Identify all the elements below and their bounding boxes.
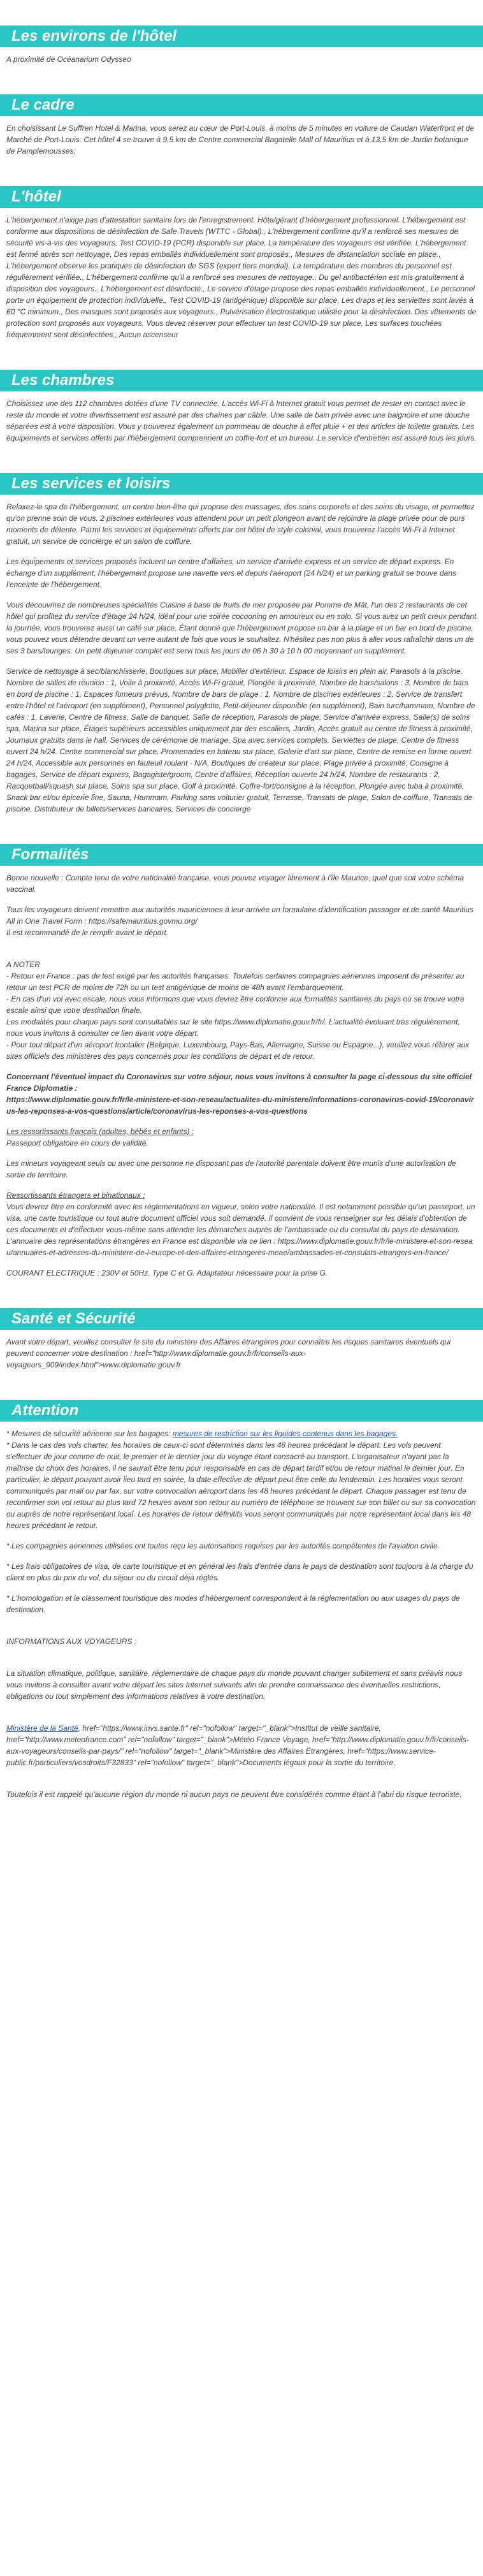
section-formalites (0, 834, 483, 1298)
attention-paragraph: * L'homologation et le classement touristique des modes d'hébergement correspondent à la réglementation ou aux usages du pays de destination. (6, 1594, 460, 1614)
info-text: La situation climatique, politique, sanitaire, réglementaire de chaque pays du monde pouvant changer subitement et sans préavis nous vous invitons à consulter avant votre départ les sites Internet suivants afin de prendre connaissance des éventuelles restrictions, obligations ou tout simplement des informations relatives à votre destination. (6, 1669, 463, 1701)
section-services (0, 463, 483, 834)
services-paragraph: Relaxez-le spa de l'hébergement, un centre bien-être qui propose des massages, des soins corporels et des soins du visage, et permettez qu'on prenne soin de vous. 2 piscines extérieures vous attendent pour un petit plongeon avant de rejoindre la plage privée pour de purs moments de détente. Parmi les services et équipements offerts par cet hôtel de style colonial, vous trouverez l'accès Wi-Fi à Internet gratuit, un service de concierge et un salon de coiffure. (6, 502, 475, 546)
section-title-services: Les services et loisirs (0, 473, 483, 495)
note-label: A NOTER (6, 960, 40, 969)
section-title-environs: Les environs de l'hôtel (0, 25, 483, 47)
services-list: Service de nettoyage à sec/blanchisserie, Boutiques sur place, Mobilier d'extérieur, Espace de loisirs en plein air, Parasols à la piscine, Nombre de salles de réunion : 1, Voile à proximité, Accès Wi-Fi gratuit, Plongée à proximité, Nombre de bars/salons : 3, Nombre de bars en bord de piscine : 1, Espaces fumeurs prévus, Nombre de bars de plage : 1, Nombre de piscines extérieures : 2, Service de transfert entre l'hôtel et l'aéroport (en supplément), Personnel polyglotte, Petit-déjeuner disponible (en supplément), Bain turc/hammam, Nombre de cafés : 1, Laverie, Centre de fitness, Salle de banquet, Salle de réception, Parasols de plage, Service d'arrivée express, Salle(s) de soins spa, Marina sur place, Étages supérieurs accessibles uniquement par des escaliers, Jardin, Accès gratuit au centre de fitness à proximité, Journaux gratuits dans le hall, Services de cérémonie de mariage, Spa avec services complets, Serviettes de plage, Centre de fitness ouvert 24 h/24. Centre commercial sur place, Promenades en bateau sur place, Galerie d'art sur place, Centre de remise en forme ouvert 24 h/24, Accessible aux personnes en fauteuil roulant - N/A, Boutiques de créateur sur place, Plage privée à proximité, Consigne à bagages, Service de départ express, Bagagiste/groom, Centre d'affaires, Réception ouverte 24 h/24, Nombre de restaurants : 2, Racquetball/squash sur place, Soins spa sur place, Golf à proximité, Coffre-fort/consigne à la réception, Plongée avec tuba à proximité, Snack bar et/ou épicerie fine, Sauna, Hammam, Parking sans voiturier gratuit, Terrasse, Transats de plage, Salon de coiffure, Transats de piscine, Distributeur de billets/services bancaires, Services de concierge (6, 667, 475, 813)
baggage-link[interactable]: mesures de restriction sur les liquides contenus dans les bagages. (172, 1429, 398, 1438)
info-label: INFORMATIONS AUX VOYAGEURS : (6, 1637, 137, 1646)
section-title-formalites: Formalités (0, 844, 483, 866)
section-environs (0, 0, 483, 84)
section-title-hotel: L'hôtel (0, 186, 483, 208)
minors-text: Les mineurs voyageant seuls ou avec une personne ne disposant pas de l'autorité parentale doivent être munis d'une autorisation de sortie de territoire. (6, 1159, 456, 1179)
attention-paragraph: * Dans le cas des vols charter, les horaires de ceux-ci sont déterminés dans les 48 heures précédant le départ. Les vols peuvent s'effectuer de jour comme de nuit, le premier et le dernier jour du voyage étant consacré au transport. L'organisateur n'ayant pas la maîtrise du choix des horaires, il ne saurait être tenu pour responsable en cas de départ tardif et/ou de retour matinal le dernier jour. En particulier, le départ pouvant avoir lieu tard en soirée, la date effective de départ peut être celle du lendemain. Les horaires vous seront communiqués par mail ou par fax, sur votre convocation aéroport dans les 48 heures précédant le départ. Chaque passager est tenu de reconfirmer son vol retour au plus tard 72 heures avant son retour au numéro de téléphone se trouvant sur son billet ou sur sa convocation ou auprès de notre représentant local. Les horaires de retour définitifs vous seront communiqués par notre représentant local dans les 48 heures précédant le retour. (6, 1441, 476, 1530)
ministry-links-text: , href="https://www.invs.sante.fr" rel="nofollow" target="_blank">Institut de veille sanitaire, href="http://www.meteofrance.com" rel="nofollow" target="_blank">Météo France Voyage, href="http://www.diplomatie.gouv.fr/fr/conseils-aux-voyageurs/conseils-par-pays/" rel="nofollow" target="_blank">Ministère des Affaires Étrangères, href="https://www.service-public.fr/particuliers/vosdroits/F32833" rel="nofollow" target="_blank">Documents légaux pour la sortie du territoire. (6, 1724, 469, 1767)
covid-heading: Concernant l'éventuel impact du Coronavirus sur votre séjour, nous vous invitons à consulter la page ci-dessous du site officiel France Diplomatie : (6, 1072, 472, 1093)
note-line: - En cas d'un vol avec escale, nous vous informons que vous devrez être conforme aux formalités sanitaires du pays où se trouve votre escale ainsi que votre destination finale. (6, 994, 465, 1015)
attention-paragraph: * Les frais obligatoires de visa, de carte touristique et en général les frais d'entrée dans le pays de destination sont toujours à la charge du client en plus du prix du vol, du séjour ou du circuit déjà réglés. (6, 1562, 473, 1582)
formalites-intro: Bonne nouvelle : Compte tenu de votre nationalité française, vous pouvez voyager librement à l'île Maurice, quel que soit votre schéma vaccinal. (6, 873, 465, 894)
section-hotel (0, 176, 483, 360)
hotel-text: L'hébergement n'exige pas d'attestation sanitaire lors de l'enregistrement. Hôte/gérant d'hébergement professionnel. L'hébergement est conforme aux dispositions de désinfection de Safe Travels (WTTC - Global)., L'hébergement confirme qu'il a renforcé ses mesures de sécurité vis-à-vis des voyageurs, Test COVID-19 (PCR) disponible sur place, La température des voyageurs est vérifiée, L'hébergement est fermé après son nettoyage, Des repas emballés individuellement sont proposés., Mesures de distanciation sociale en place., L'hébergement observe les pratiques de désinfection de SGS (expert tiers mondial). La température des membres du personnel est régulièrement vérifiée., L'hébergement confirme qu'il a renforcé ses mesures de nettoyage., Du gel antibactérien est mis gratuitement à disposition des voyageurs., L'hébergement est désinfecté., Le service d'étage propose des repas emballés individuellement., Le personnel porte un équipement de protection individuelle., Test COVID-19 (antigénique) disponible sur place, Les draps et les serviettes sont lavés à 60 °C minimum., Des masques sont proposés aux voyageurs., Pulvérisation électrostatique utilisée pour la désinfection. Des vêtements de protection sont proposés aux voyageurs, Vous devez réserver pour effectuer un test COVID-19 sur place, Les surfaces touchées fréquemment sont désinfectées., Aucun ascenseur (6, 215, 477, 339)
attention-paragraph: * Les compagnies aériennes utilisées ont toutes reçu les autorisations requises par les autorités compétentes de l'aviation civile. (6, 1541, 440, 1550)
section-title-chambres: Les chambres (0, 370, 483, 391)
section-title-sante: Santé et Sécurité (0, 1308, 483, 1330)
covid-link[interactable]: https://www.diplomatie.gouv.fr/fr/le-ministere-et-son-reseau/actualites-du-ministere/informations-coronavirus-covid-19/coronavirus-les-reponses-a-vos-questions/article/coronavirus-les-reponses-a-vos-questions (6, 1095, 474, 1116)
french-nationals-text: Passeport obligatoire en cours de validité. (6, 1139, 148, 1147)
formalites-form: Tous les voyageurs doivent remettre aux autorités mauriciennes à leur arrivée un formulaire d'identification passager et de santé Mauritius All in One Travel Form : https://safemauritius.govmu.org/ (6, 905, 473, 926)
services-paragraph: Les équipements et services proposés incluent un centre d'affaires, un service d'arrivée express et un service de départ express. En échange d'un supplément, l'hébergement propose une navette vers et depuis l'aéroport (24 h/24) et un parking gratuit se trouve dans l'enceinte de l'hébergement. (6, 557, 456, 589)
section-title-attention: Attention (0, 1400, 483, 1422)
note-line: - Pour tout départ d'un aéroport frontalier (Belgique, Luxembourg, Pays-Bas, Allemagne, Suisse ou Espagne...), veuillez vous référer aux sites officiels des ministères des pays concernés pour les conditions de départ et de retour. (6, 1040, 470, 1061)
note-line: - Retour en France : pas de test exigé par les autorités françaises. Toutefois certaines compagnies aériennes imposent de présenter au retour un test PCR de moins de 72h ou un test antigénique de moins de 48h avant l'embarquement. (6, 971, 465, 992)
services-paragraph: Vous découvrirez de nombreuses spécialités Cuisine à base de fruits de mer proposée par Pomme de Mât, l'un des 2 restaurants de cet hôtel qui profitez du service d'étage 24 h/24, idéal pour une soirée cocooning en amoureux ou en solo. Si vous avez un petit creux pendant la journée, vous trouverez aussi un café sur place. Étant donné que l'hébergement propose un bar à la plage et un bar en bord de piscine, vous pouvez vous détendre devant un verre autant de fois que vous le souhaitez. N'hésitez pas non plus à aller vous rafraîchir dans un de ses 3 bars/lounges. Un petit déjeuner complet est servi tous les jours de 06 h 30 à 10 h 00 moyennant un supplément. (6, 600, 477, 655)
ministry-link[interactable]: Ministère de la Santé (6, 1724, 78, 1733)
formalites-form-note: Il est recommandé de le remplir avant le départ. (6, 928, 169, 937)
baggage-rules (0, 1428, 483, 1439)
section-sante (0, 1298, 483, 1390)
electric-text: COURANT ELECTRIQUE : 230V et 50Hz. Type C et G. Adaptateur nécessaire pour la prise G. (6, 1269, 328, 1277)
section-chambres (0, 360, 483, 463)
section-cadre (0, 84, 483, 176)
french-nationals-heading: Les ressortissants français (adultes, bébés et enfants) : (6, 1127, 194, 1136)
cadre-text: En choisissant Le Suffren Hotel & Marina, vous serez au cœur de Port-Louis, à moins de 5 minutes en voiture de Caudan Waterfront et de Marché de Port-Louis. Cet hôtel 4 se trouve à 9,5 km de Centre commercial Bagatelle Mall of Mauritius et à 13,5 km de Jardin botanique de Pamplemousses. (6, 124, 475, 156)
chambres-text: Choisissez une des 112 chambres dotées d'une TV connectée. L'accès Wi-Fi à Internet gratuit vous permet de rester en contact avec le reste du monde et votre divertissement est assuré par des chaînes par câble. Une salle de bain privée avec une baignoire et une douche séparées est à votre disposition. Vous y trouverez également un pommeau de douche à effet pluie + et des articles de toilette gratuits. Les équipements et services offerts par l'hébergement comprennent un coffre-fort et un bureau. Le service d'entretien est assuré tous les jours. (6, 399, 477, 442)
foreign-nationals-text: Vous devrez être en conformité avec les réglementations en vigueur, selon votre nationalité. Il est notamment possible qu'un passeport, un visa, une carte touristique ou tout autre document officiel vous soit demandé. Il convient de vous renseigner sur les délais d'obtention de ces documents et d'effectuer vous-même sans attendre les démarches auprès de l'ambassade ou du consulat du pays de destination. (6, 1202, 475, 1234)
sante-text: Avant votre départ, veuillez consulter le site du ministère des Affaires étrangères pour connaître les risques sanitaires éventuels qui peuvent concerner votre destination : href="http://www.diplomatie.gouv.fr/fr/conseils-aux-voyageurs_909/index.html">www.diplomatie.gouv.fr (6, 1337, 451, 1369)
environs-text: A proximité de Océanarium Odysseo (6, 55, 131, 64)
ministry-links (0, 1722, 483, 1768)
section-attention (0, 1390, 483, 1819)
terror-warning: Toutefois il est rappelé qu'aucune région du monde ni aucun pays ne peuvent être considérés comme étant à l'abri du risque terroriste. (6, 1790, 462, 1799)
note-line: Les modalités pour chaque pays sont consultables sur le site https://www.diplomatie.gouv.fr/fr/. L'actualité évoluant très régulièrement, nous vous invitons à consulter ce lien avant votre départ. (6, 1017, 460, 1038)
embassy-text: L'annuaire des représentations étrangères en France est disponible via ce lien : https://www.diplomatie.gouv.fr/fr/le-ministere-et-son-reseau/annuaires-et-adresses-du-ministere-de-l-europe-et-des-affaires-etrangeres-meae/ambassades-et-consulats-etrangers-en-france/ (6, 1237, 473, 1257)
baggage-prefix: * Mesures de sécurité aérienne sur les bagages: (6, 1429, 173, 1438)
foreign-nationals-heading: Ressortissants étrangers et binationaux : (6, 1191, 145, 1200)
section-title-cadre: Le cadre (0, 94, 483, 116)
